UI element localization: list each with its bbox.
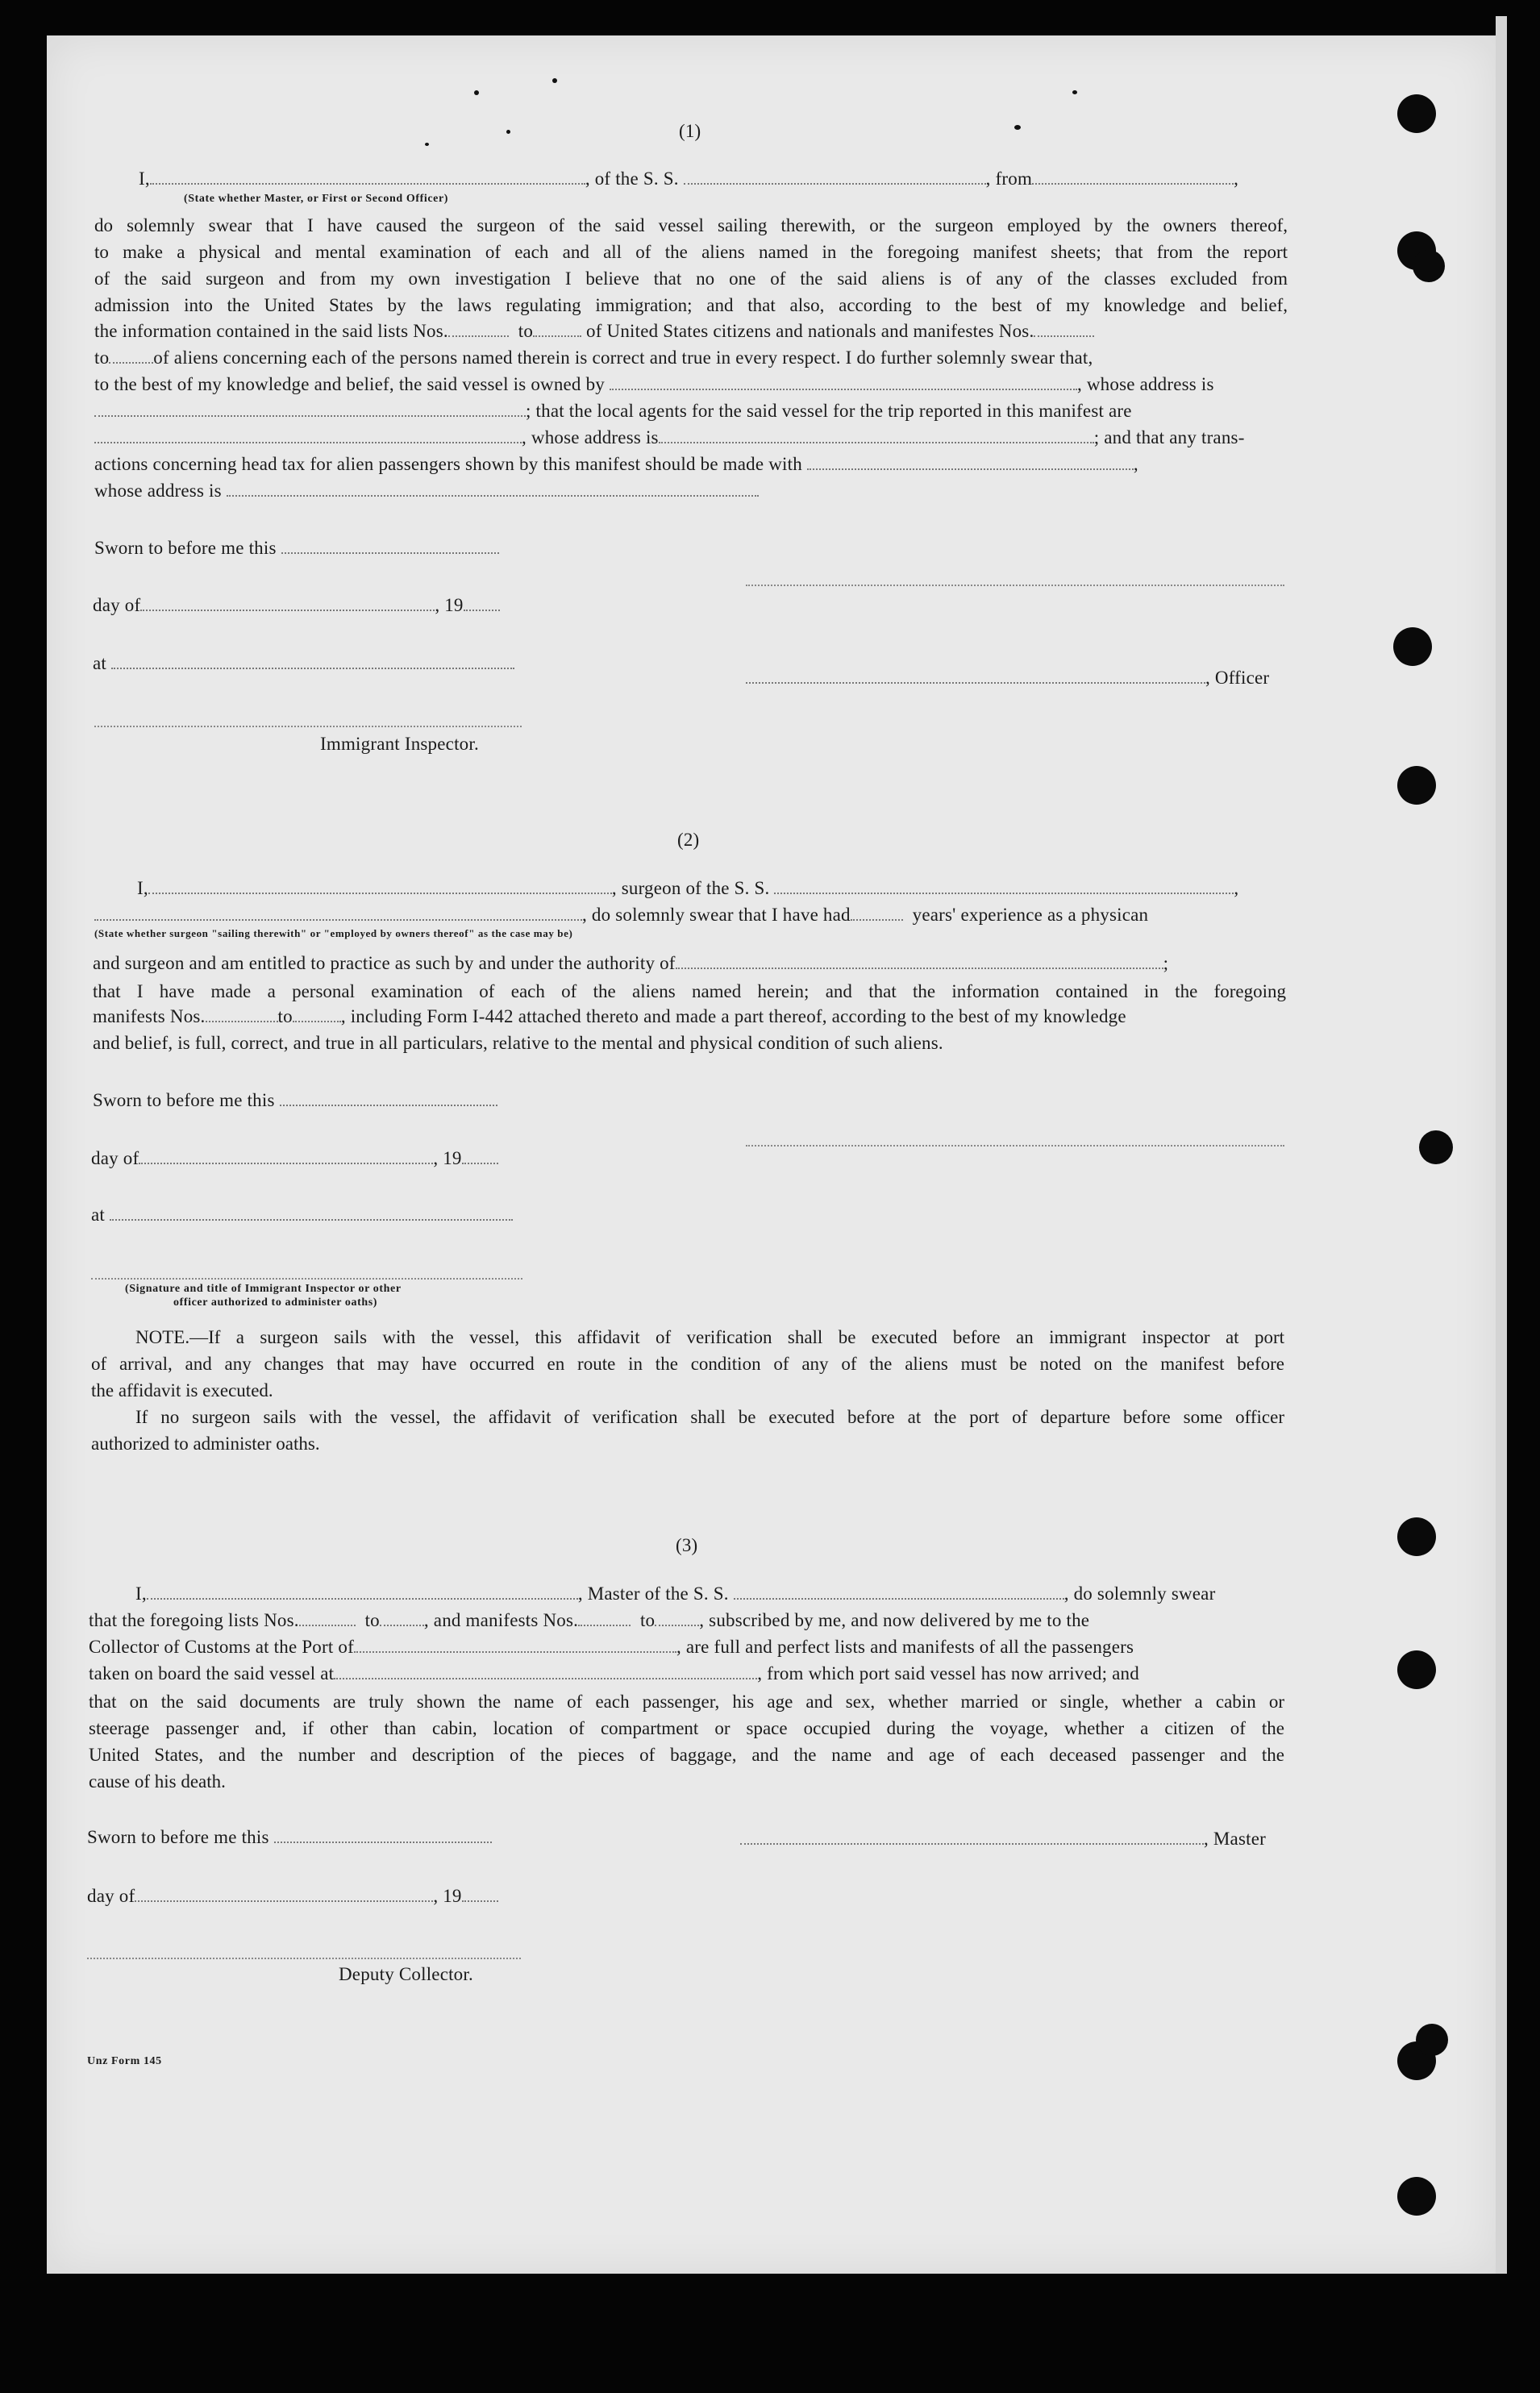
fill-line[interactable] (807, 454, 1134, 470)
form-number: Unz Form 145 (87, 2055, 162, 2067)
fill-line[interactable] (206, 1006, 278, 1022)
sworn-label: Sworn to before me this (94, 536, 499, 560)
signature-note: (Signature and title of Immigrant Inspector or other (125, 1283, 402, 1295)
section-number: (1) (679, 121, 701, 141)
at-line: at (93, 651, 514, 676)
fill-line[interactable] (94, 427, 522, 443)
signature-line[interactable] (94, 726, 522, 727)
fill-line[interactable] (734, 1584, 1064, 1600)
fill-line[interactable] (109, 348, 153, 364)
fill-line[interactable] (462, 1148, 498, 1164)
ink-speck (1014, 125, 1021, 130)
sworn-label: Sworn to before me this (87, 1825, 492, 1850)
s2-line-2: , do solemnly swear that I have had years' experience as a physican (94, 903, 1148, 927)
signature-line[interactable] (746, 1145, 1284, 1147)
master-signature: , Master (740, 1827, 1266, 1851)
ink-speck (425, 143, 429, 146)
ink-speck (1072, 90, 1077, 94)
s1-line-9: ; that the local agents for the said vessel for the trip reported in this manifest are (94, 399, 1132, 423)
sworn-label: Sworn to before me this (93, 1088, 497, 1113)
day-of-line: day of , 19 (91, 1147, 498, 1171)
s3-line-3: Collector of Customs at the Port of , are full and perfect lists and manifests of all the passengers (89, 1637, 1134, 1657)
fill-line[interactable] (293, 1006, 341, 1022)
fill-line[interactable] (464, 595, 500, 611)
fill-line[interactable] (740, 1829, 1204, 1845)
punch-hole (1416, 2024, 1448, 2056)
at-line: at (91, 1203, 513, 1227)
note-paragraph: NOTE.—If a surgeon sails with the vessel, this affidavit of verification shall be executed before an immigrant inspector at port of arrival, and any changes that may have occurred en route in the condition of any of the aliens must be noted on the manifest before the affidavit is executed. If no surgeon sails with the vessel, the affidavit of verification shall be executed before at the port of departure before some officer authorized to administer oaths. (91, 1327, 1284, 1454)
fill-line[interactable] (354, 1637, 676, 1653)
s1-line-8: to the best of my knowledge and belief, the said vessel is owned by , whose address is (94, 374, 1214, 394)
fill-line[interactable] (676, 953, 1163, 969)
fill-line[interactable] (94, 401, 526, 417)
fill-line[interactable] (533, 321, 581, 337)
inspector-label: Immigrant Inspector. (320, 734, 479, 754)
s1-line-1: I, , of the S. S. , from , (139, 169, 1239, 189)
signature-line[interactable] (87, 1958, 521, 1959)
ink-speck (474, 90, 479, 95)
punch-hole (1419, 1130, 1453, 1164)
s1-line-10: , whose address is ; and that any trans- (94, 426, 1245, 450)
fill-line[interactable] (659, 427, 1094, 443)
s1-line-11: actions concerning head tax for alien passengers shown by this manifest should be made with , (94, 454, 1138, 474)
fill-line[interactable] (380, 1610, 424, 1626)
fill-line[interactable] (227, 481, 759, 497)
collector-label: Deputy Collector. (339, 1964, 473, 1984)
fill-line[interactable] (147, 1584, 578, 1600)
punch-hole (1397, 2177, 1436, 2216)
ink-speck (552, 78, 557, 83)
ink-speck (506, 130, 510, 134)
punch-hole (1397, 94, 1436, 133)
fill-line[interactable] (111, 653, 514, 669)
oath-paragraph: do solemnly swear that I have caused the surgeon of the said vessel sailing therewith, or the surgeon employed by the owners thereof, to make a physical and mental examination of each and all of the aliens named in the foregoing manifest sheets; that from the report of the said surgeon and from my own investigation I believe that no one of the said aliens is of any of the classes excluded from admission into the United States by the laws regulating immigration; and that also, according to the best of my knowledge and belief, (94, 215, 1288, 315)
punch-hole (1393, 627, 1432, 666)
s3-line-2: that the foregoing lists Nos. to , and manifests Nos. to , subscribed by me, and now delivered by me to the (89, 1610, 1090, 1630)
s2-line-1: I, , surgeon of the S. S. , (137, 878, 1239, 898)
punch-hole (1397, 766, 1436, 805)
fill-line[interactable] (448, 321, 509, 337)
fill-line[interactable] (851, 905, 903, 921)
fill-line[interactable] (746, 668, 1205, 684)
fill-line[interactable] (280, 1090, 497, 1106)
instruction-note: (State whether surgeon "sailing therewith" or "employed by owners thereof" as the case may be) (94, 927, 573, 939)
fill-line[interactable] (139, 1148, 433, 1164)
fill-line[interactable] (774, 878, 1234, 894)
signature-line[interactable] (746, 585, 1284, 586)
fill-line[interactable] (684, 169, 986, 185)
fill-line[interactable] (94, 905, 582, 921)
s2-line-5: manifests Nos. to , including Form I-442 attached thereto and made a part thereof, according to the best of my knowledge (93, 1006, 1126, 1026)
s3-line-1: I, , Master of the S. S. , do solemnly swear (135, 1584, 1216, 1604)
punch-hole (1397, 1650, 1436, 1689)
section-number: (3) (676, 1535, 698, 1555)
fill-line[interactable] (655, 1610, 699, 1626)
certification-paragraph: that on the said documents are truly shown the name of each passenger, his age and sex, whether married or single, whether a cabin or steerage passenger and, if other than cabin, location of compartment or space occupied during the voyage, whether a citizen of the United States, and the number and description of the pieces of baggage, and the name and age of each deceased passenger and the cause of his death. (89, 1692, 1284, 1792)
s1-line-7: to of aliens concerning each of the persons named therein is correct and true in every respect. I do further solemnly swear that, (94, 348, 1093, 368)
fill-line[interactable] (140, 595, 435, 611)
day-of-line: day of , 19 (87, 1884, 498, 1908)
s1-line-6: the information contained in the said lists Nos. to of United States citizens and nationals and manifestes Nos. (94, 319, 1094, 343)
punch-hole (1413, 250, 1445, 282)
officer-signature: , Officer (746, 666, 1269, 690)
s3-line-4: taken on board the said vessel at , from which port said vessel has now arrived; and (89, 1663, 1139, 1683)
instruction-note: (State whether Master, or First or Second Officer) (184, 193, 449, 205)
s2-line-4: that I have made a personal examination of each of the aliens named herein; and that the information contained in the foregoing (93, 981, 1286, 1001)
fill-line[interactable] (274, 1827, 492, 1843)
signature-line[interactable] (91, 1278, 522, 1280)
section-number: (2) (677, 830, 700, 850)
fill-line[interactable] (135, 1886, 433, 1902)
fill-line[interactable] (334, 1663, 757, 1679)
page-edge (1496, 16, 1507, 2274)
s1-line-12: whose address is (94, 479, 759, 503)
fill-line[interactable] (610, 374, 1077, 390)
fill-line[interactable] (148, 878, 612, 894)
fill-line[interactable] (1034, 321, 1094, 337)
fill-line[interactable] (110, 1205, 513, 1221)
fill-line[interactable] (1032, 169, 1234, 185)
fill-line[interactable] (462, 1886, 498, 1902)
punch-hole (1397, 1517, 1436, 1556)
fill-line[interactable] (578, 1610, 631, 1626)
s2-line-3: and surgeon and am entitled to practice as such by and under the authority of ; (93, 953, 1169, 973)
signature-note: officer authorized to administer oaths) (173, 1296, 378, 1309)
day-of-line: day of , 19 (93, 593, 500, 618)
fill-line[interactable] (150, 169, 585, 185)
fill-line[interactable] (299, 1610, 356, 1626)
fill-line[interactable] (281, 538, 499, 554)
s2-line-6: and belief, is full, correct, and true in all particulars, relative to the mental and physical condition of such aliens. (93, 1033, 943, 1053)
